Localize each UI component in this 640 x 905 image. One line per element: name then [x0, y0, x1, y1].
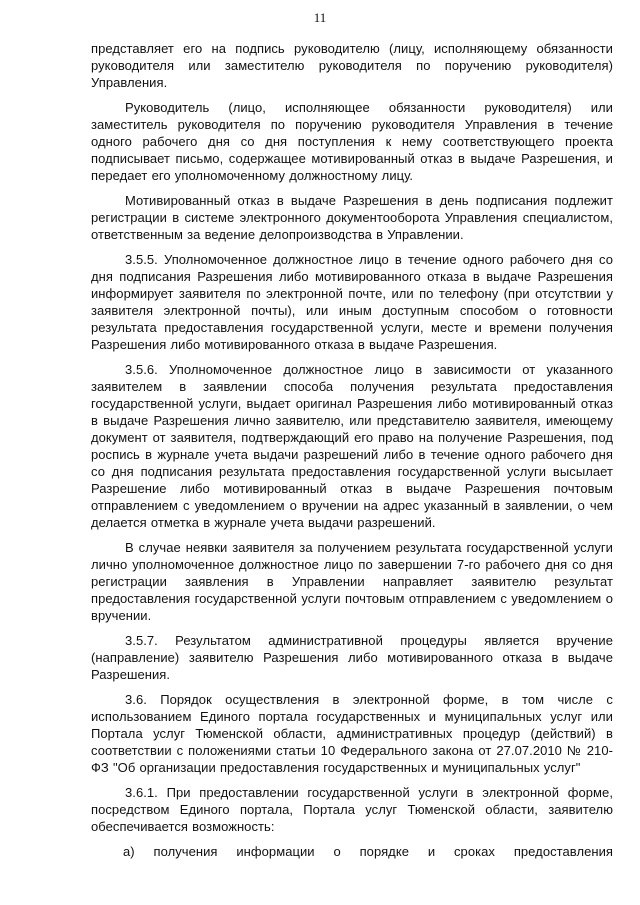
paragraph-3-5-6: 3.5.6. Уполномоченное должностное лицо в зависимости от указанного заявителем в заявлении способа получения результата предоставления государственной услуги, выдает оригинал Разрешения либо мотивированный отказ в выдаче Разрешения лично заявителю, или представителю заявителя, имеющему документ от заявителя, подтверждающий его право на получение Разрешения, под роспись в журнале учета выдачи разрешений либо в течение одного рабочего дня со дня подписания результата предоставления государственной услуги высылает Разрешение либо мотивированный отказ в выдаче Разрешения почтовым отправлением с уведомлением о вручении на адрес указанный в заявлении, о чем делается отметка в журнале учета выдачи разрешений. — [91, 362, 613, 530]
paragraph-non-appearance: В случае неявки заявителя за получением результата государственной услуги лично уполномоченное должностное лицо по завершении 7-го рабочего дня со дня регистрации заявления в Управлении направляет заявителю результат предоставления государственной услуги почтовым отправлением с уведомлением о вручении. — [91, 540, 613, 623]
paragraph-continuation: представляет его на подпись руководителю (лицу, исполняющему обязанности руководителя или заместителю руководителя по поручению руководителя) Управления. — [91, 41, 613, 90]
paragraph-3-5-5: 3.5.5. Уполномоченное должностное лицо в течение одного рабочего дня со дня подписания Разрешения либо мотивированного отказа в выдаче Разрешения информирует заявителя по электронной почте, или по телефону (при отсутствии у заявителя электронной почты), или иным доступным способом о готовности результата предоставления государственной услуги, месте и времени получения Разрешения либо мотивированного отказа в выдаче Разрешения. — [91, 252, 613, 352]
paragraph-3-5-7: 3.5.7. Результатом административной процедуры является вручение (направление) заявителю Разрешения либо мотивированного отказа в выдаче Разрешения. — [91, 633, 613, 682]
paragraph-refusal-registration: Мотивированный отказ в выдаче Разрешения в день подписания подлежит регистрации в системе электронного документооборота Управления специалистом, ответственным за ведение делопроизводства в Управлении. — [91, 193, 613, 242]
paragraph-3-6: 3.6. Порядок осуществления в электронной форме, в том числе с использованием Единого портала государственных и муниципальных услуг или Портала услуг Тюменской области, административных процедур (действий) в соответствии с положениями статьи 10 Федерального закона от 27.07.2010 № 210-ФЗ "Об организации предоставления государственных и муниципальных услуг" — [91, 692, 613, 775]
list-item-a: а) получения информации о порядке и сроках предоставления — [123, 844, 613, 859]
document-body — [91, 40, 613, 868]
page-number: 11 — [313, 10, 327, 25]
paragraph-head-signature: Руководитель (лицо, исполняющее обязанности руководителя) или заместитель руководителя по поручению руководителя Управления в течение одного рабочего дня со дня поступления к нему соответствующего проекта подписывает письмо, содержащее мотивированный отказ в выдаче Разрешения, и передает его уполномоченному должностному лицу. — [91, 100, 613, 183]
paragraph-3-6-1: 3.6.1. При предоставлении государственной услуги в электронной форме, посредством Единого портала, Портала услуг Тюменской области, заявителю обеспечивается возможность: — [91, 785, 613, 834]
